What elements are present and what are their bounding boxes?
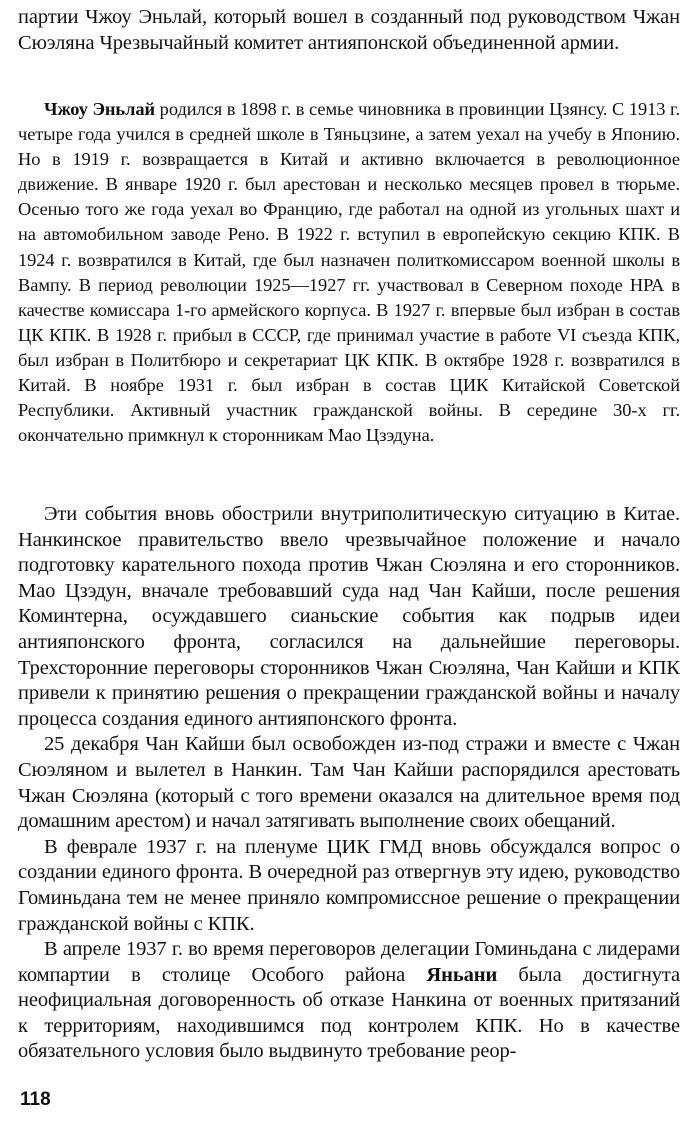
page-number: 118 (20, 1089, 51, 1110)
main-text-block (18, 502, 680, 1065)
biography-text: родился в 1898 г. в семье чиновника в провинции Цзянсу. С 1913 г. четыре года учился в средней школе в Тяньцзине, а затем уехал на учебу в Японию. Но в 1919 г. возвращается в Китай и активно включается в революционное движение. В январе 1920 г. был арестован и несколько месяцев провел в тюрьме. Осенью того же года уехал во Францию, где работал на одной из угольных шахт и на автомобильном заводе Рено. В 1922 г. вступил в европейскую секцию КПК. В 1924 г. возвратился в Китай, где был назначен политкомиссаром военной школы в Вампу. В период революции 1925—1927 гг. участвовал в Северном походе НРА в качестве комиссара 1-го армейского корпуса. В 1927 г. впервые был избран в состав ЦК КПК. В 1928 г. прибыл в СССР, где принимал участие в работе VI съезда КПК, был избран в Политбюро и секретариат ЦК КПК. В октябре 1928 г. возвратился в Китай. В ноябре 1931 г. был избран в состав ЦИК Китайской Советской Республики. Активный участник гражданской войны. В середине 30-х гг. окончательно примкнул к сторонникам Мао Цзэдуна. (18, 99, 681, 446)
intro-block (18, 5, 680, 56)
biography-block (18, 97, 680, 448)
main-paragraph-2: 25 декабря Чан Кайши был освобожден из-под стражи и вместе с Чжан Сюэляном и вылетел в Нанкин. Там Чан Кайши распорядился арестовать Чжан Сюэляна (который с того времени оказался на длительное время под домашним арестом) и начал затягивать выполнение своих обещаний. (18, 733, 680, 833)
main-paragraph-3: В феврале 1937 г. на пленуме ЦИК ГМД вновь обсуждался вопрос о создании единого фронта. В очередной раз отвергнув эту идею, руководство Гоминьдана тем не менее приняло компромиссное решение о прекращении гражданской войны с КПК. (18, 835, 680, 935)
place-name-yanan: Яньани (426, 963, 498, 986)
biography-paragraph (18, 97, 680, 448)
main-paragraph-1: Эти события вновь обострили внутриполитическую ситуацию в Китае. Нанкинское правительство ввело чрезвычайное положение и начало подготовку карательного похода против Чжан Сюэляна и его сторонников. Мао Цзэдун, вначале требовавший суда над Чан Кайши, после решения Коминтерна, осуждавшего сианьские события как подрыв идеи антияпонского фронта, согласился на дальнейшие переговоры. Трехсторонние переговоры сторонников Чжан Сюэляна, Чан Кайши и КПК привели к принятию решения о прекращении гражданской войны и началу процесса создания единого антияпонского фронта. (18, 503, 680, 730)
intro-paragraph: партии Чжоу Эньлай, который вошел в созданный под руководством Чжан Сюэляна Чрезвычайный комитет антияпонской объединенной армии. (18, 6, 680, 54)
main-paragraph-4-start: В апреле 1937 г. во время переговоров делегации Гоминьдана с лидерами компартии в столице Особого района (18, 938, 680, 986)
main-paragraph-4 (18, 937, 680, 1065)
main-paragraph-4-end: была достигнута неофициальная договоренность об отказе Нанкина от военных притязаний к территориям, находившимся под контролем КПК. Но в качестве обязательного условия было выдвинуто требование реор- (18, 963, 680, 1063)
biography-name: Чжоу Эньлай (44, 99, 156, 119)
